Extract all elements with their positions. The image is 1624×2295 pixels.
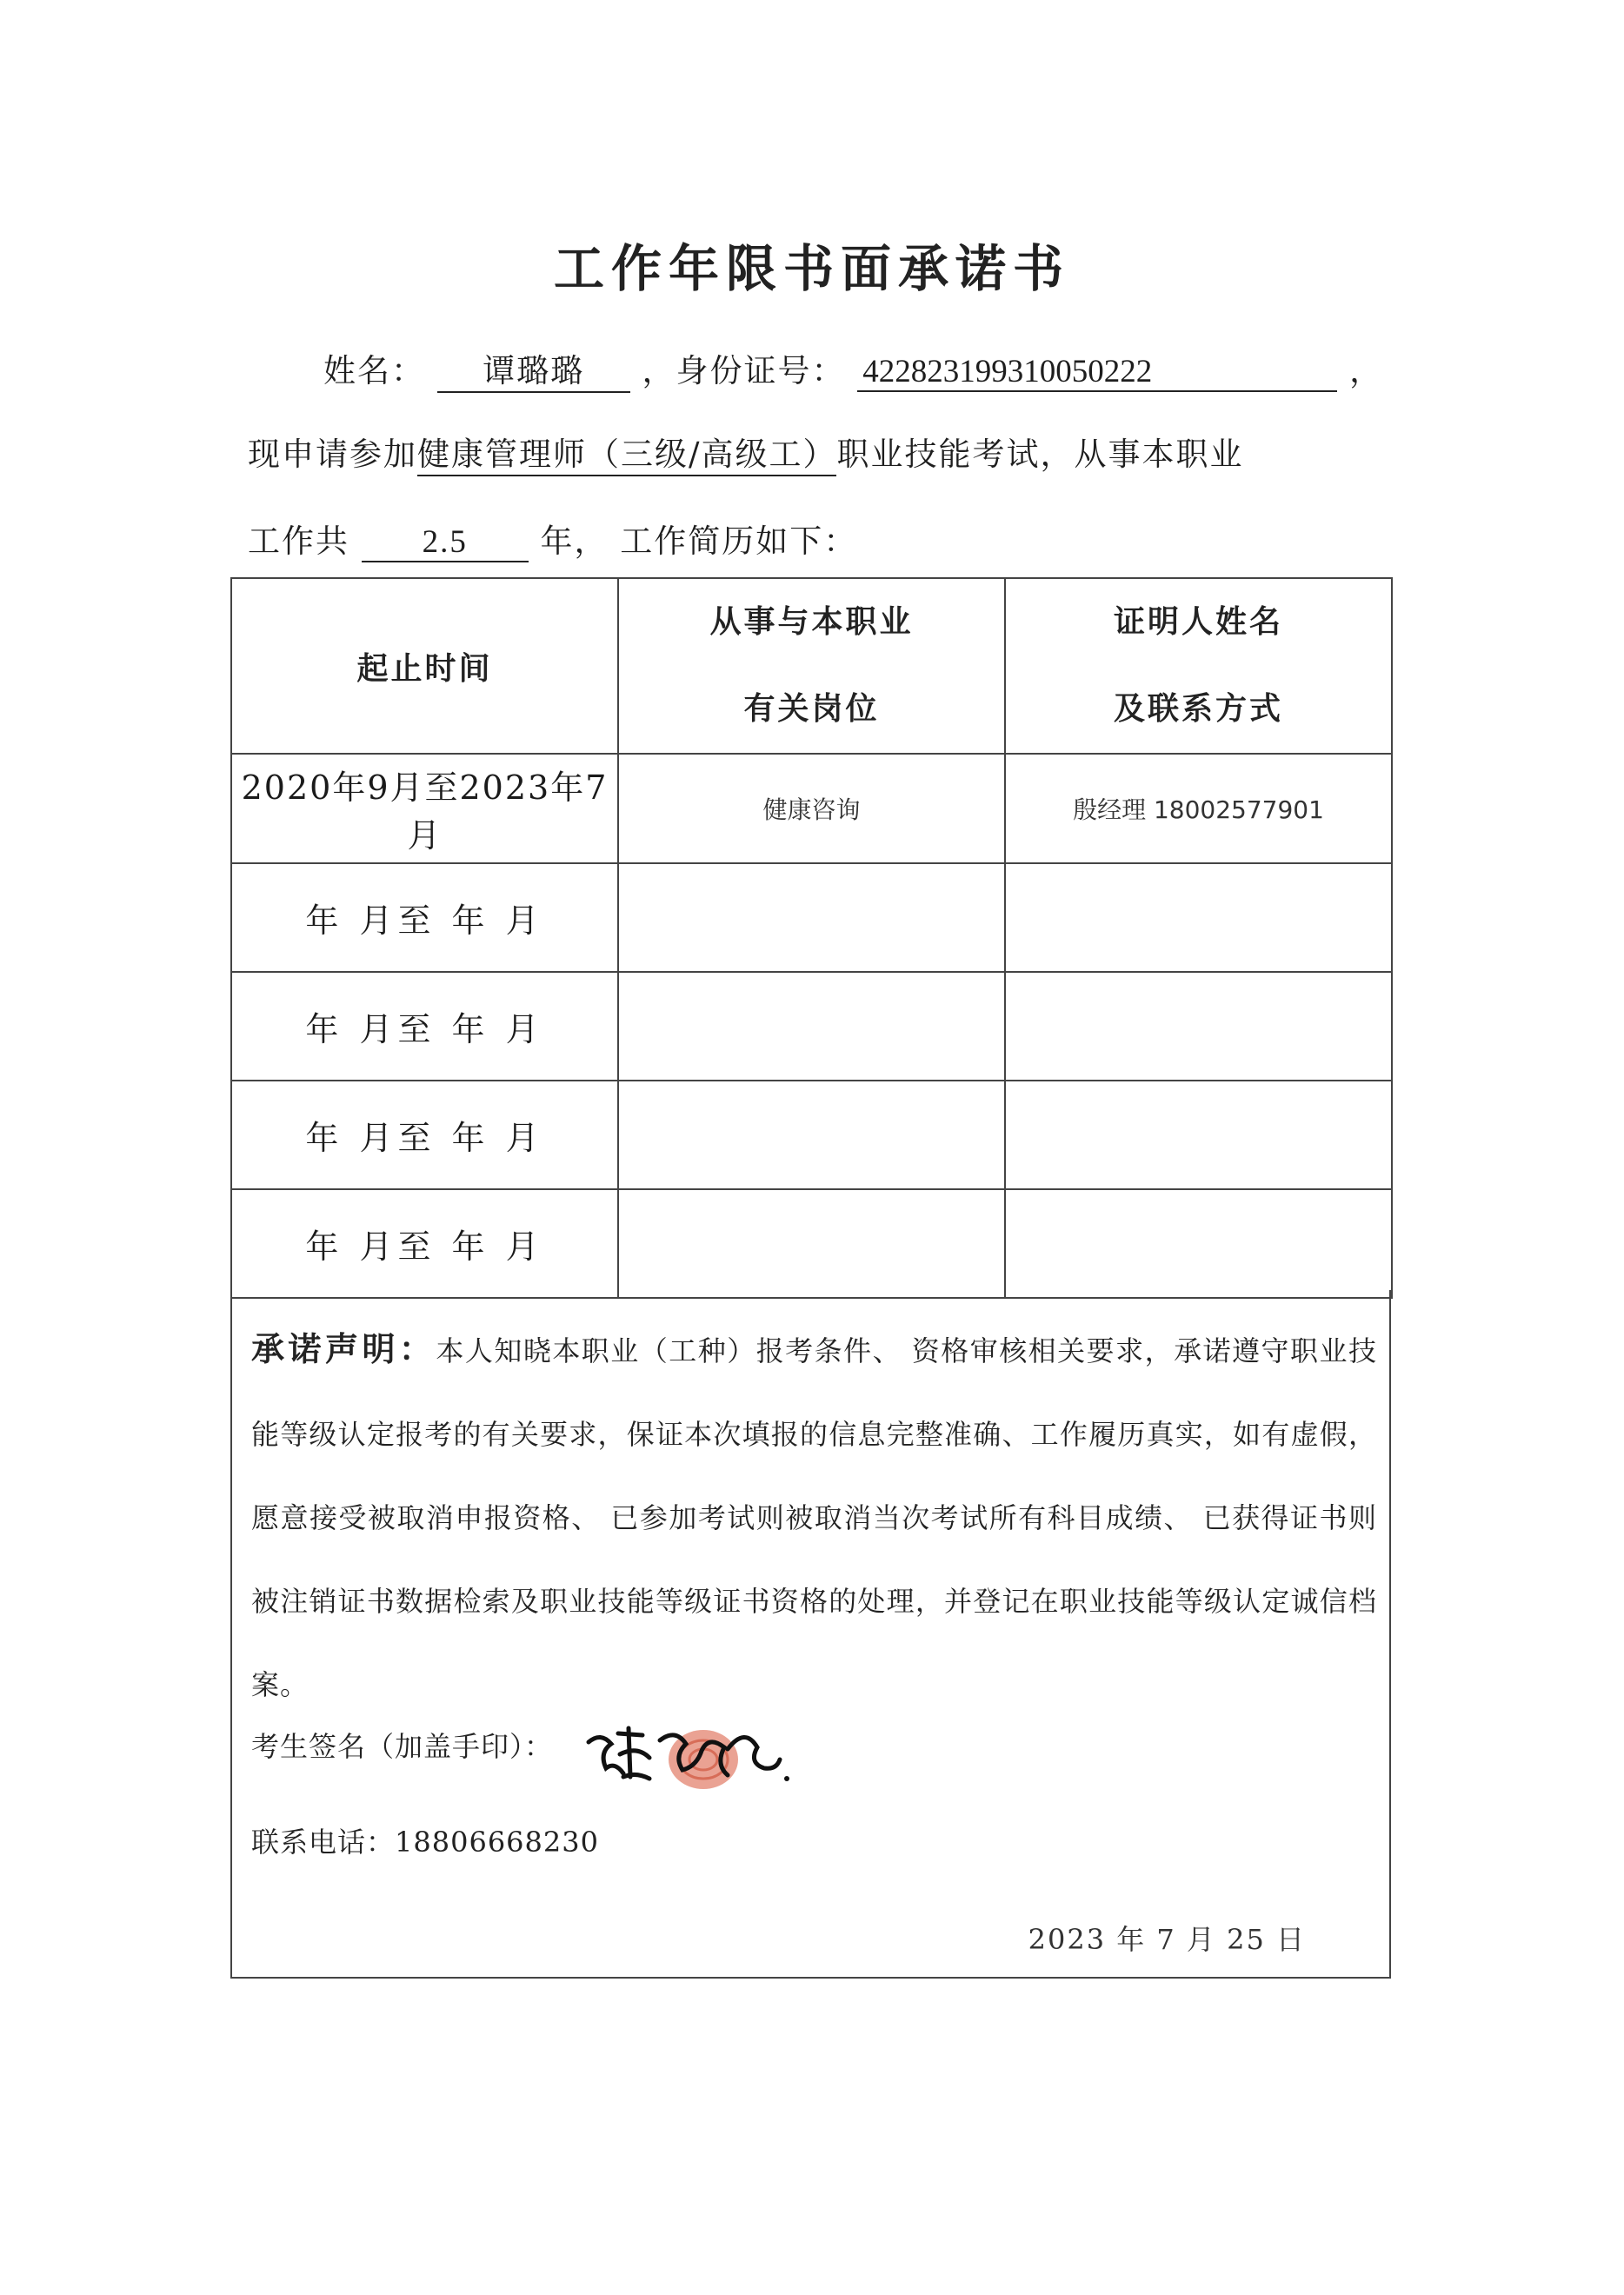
- reference-cell: [1005, 863, 1392, 972]
- header-position: [618, 578, 1005, 754]
- table-row: [231, 754, 1392, 863]
- signature-row: [251, 1725, 553, 1765]
- table-row: [231, 863, 1392, 972]
- name-field: 谭璐璐: [437, 344, 630, 393]
- handwritten-signature: [580, 1702, 806, 1798]
- period-cell: 年 月至 年 月: [231, 972, 618, 1081]
- header-reference-line2: 及联系方式: [1113, 691, 1283, 727]
- position-cell: [618, 1189, 1005, 1298]
- position-cell: [618, 1081, 1005, 1189]
- reference-cell: [1005, 972, 1392, 1081]
- document-title: 工作年限书面承诺书: [553, 239, 1070, 298]
- id-trailing-comma: ，: [1349, 352, 1384, 389]
- header-position-line2: 有关岗位: [743, 691, 880, 727]
- reference-cell: 殷经理 18002577901: [1005, 754, 1392, 863]
- period-cell: 2020年9月至2023年7 月: [231, 754, 618, 863]
- phone-value: 18806668230: [395, 1826, 599, 1859]
- years-suffix: 年， 工作简历如下：: [540, 522, 858, 560]
- header-position-line1: 从事与本职业: [709, 604, 914, 640]
- work-history-table: [230, 577, 1393, 1299]
- declaration-box: [230, 1290, 1391, 1979]
- period-cell: 年 月至 年 月: [231, 1189, 618, 1298]
- declaration-heading: 承诺声明：: [251, 1330, 436, 1368]
- apply-line: [248, 428, 1243, 476]
- name-id-line: [323, 344, 1383, 393]
- years-prefix: 工作共: [248, 522, 349, 560]
- position-cell: 健康咨询: [618, 754, 1005, 863]
- id-number-field: 422823199310050222: [857, 353, 1337, 392]
- position-cell: [618, 863, 1005, 972]
- apply-suffix: 职业技能考试，从事本职业: [836, 436, 1244, 473]
- name-label: 姓名：: [323, 352, 425, 389]
- declaration-text: [251, 1307, 1377, 1726]
- occupation-field: 健康管理师（三级/高级工）: [417, 428, 836, 476]
- position-cell: [618, 972, 1005, 1081]
- table-row: [231, 972, 1392, 1081]
- table-header-row: [231, 578, 1392, 754]
- phone-row: [251, 1820, 599, 1860]
- period-cell: 年 月至 年 月: [231, 1081, 618, 1189]
- table-row: [231, 1189, 1392, 1298]
- period-cell: 年 月至 年 月: [231, 863, 618, 972]
- apply-prefix: 现申请参加: [248, 436, 417, 473]
- declaration-date: 2023 年 7 月 25 日: [1028, 1923, 1306, 1956]
- years-field: 2.5: [362, 523, 529, 562]
- signature-label: 考生签名（加盖手印）：: [251, 1730, 554, 1763]
- id-label: ，身份证号：: [642, 352, 846, 389]
- table-row: [231, 1081, 1392, 1189]
- phone-label: 联系电话：: [251, 1826, 396, 1859]
- reference-cell: [1005, 1081, 1392, 1189]
- header-reference: [1005, 578, 1392, 754]
- reference-cell: [1005, 1189, 1392, 1298]
- header-reference-line1: 证明人姓名: [1113, 604, 1283, 640]
- years-line: [248, 515, 857, 562]
- header-period: 起止时间: [231, 578, 618, 754]
- declaration-body: 本人知晓本职业（工种）报考条件、 资格审核相关要求，承诺遵守职业技能等级认定报考的有关要求，保证本次填报的信息完整准确、工作履历真实，如有虚假，愿意接受被取消申报资格、 已参加考试则被取消当次考试所有科目成绩、 已获得证书则被注销证书数据检索及职业技能等级证书资格的处理，并登记在职业技能等级认定诚信档案。: [251, 1334, 1377, 1701]
